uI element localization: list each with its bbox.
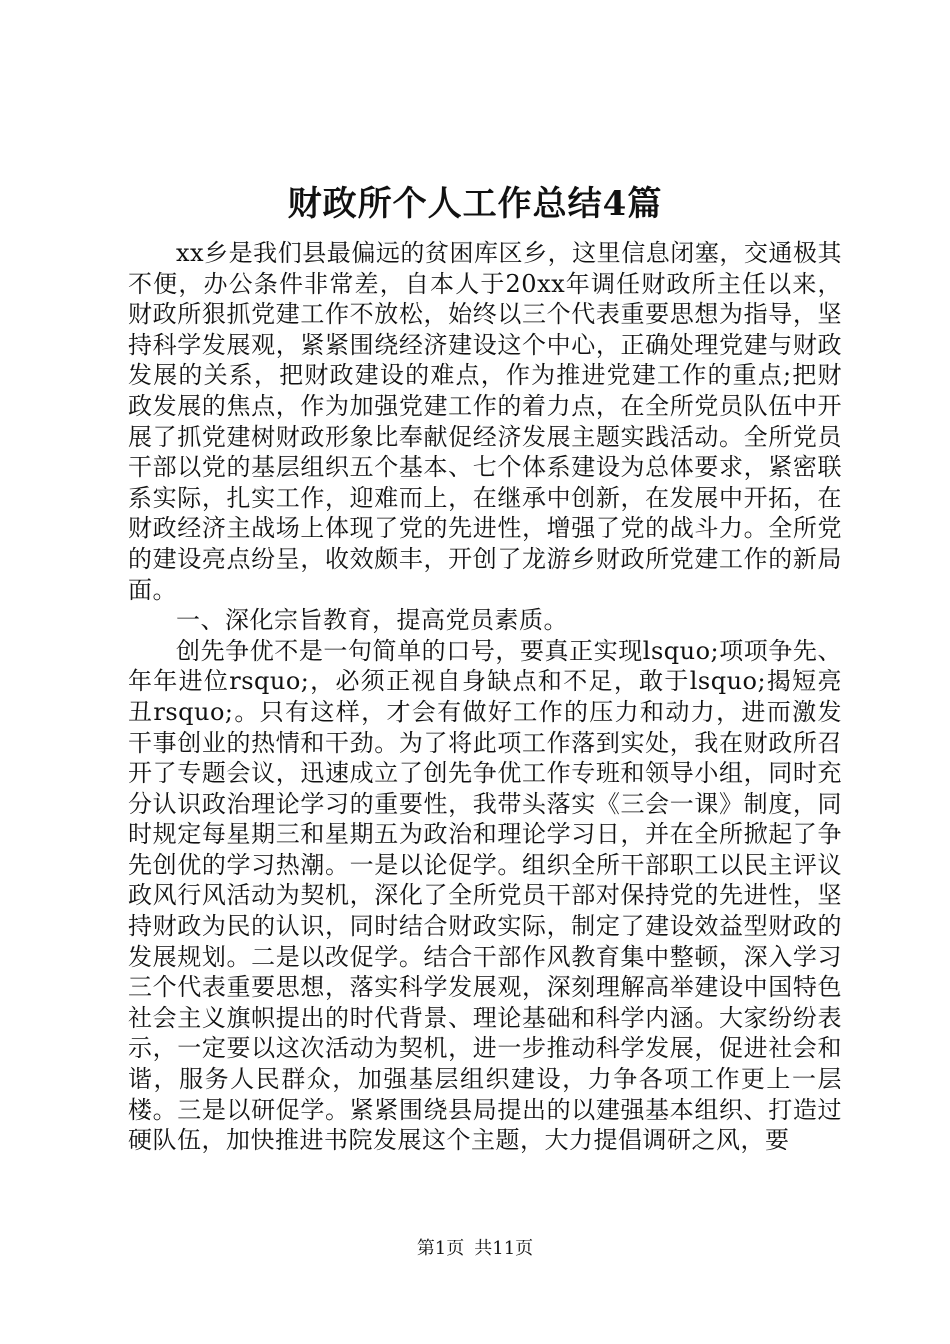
page-footer bbox=[0, 1237, 950, 1261]
section-heading-1: 一、深化宗旨教育，提高党员素质。 bbox=[176, 606, 568, 635]
page-number-current: 第1页 bbox=[416, 1238, 465, 1259]
paragraph-intro: xx乡是我们县最偏远的贫困库区乡，这里信息闭塞，交通极其不便，办公条件非常差，自本人于20xx年调任财政所主任以来，财政所狠抓党建工作不放松，始终以三个代表重要思想为指导，坚持科学发展观，紧紧围绕经济建设这个中心，正确处理党建与财政发展的关系，把财政建设的难点，作为推进党建工作的重点;把财政发展的焦点，作为加强党建工作的着力点，在全所党员队伍中开展了抓党建树财政形象比奉献促经济发展主题实践活动。全所党员干部以党的基层组织五个基本、七个体系建设为总体要求，紧密联系实际，扎实工作，迎难而上，在继承中创新，在发展中开拓，在财政经济主战场上体现了党的先进性，增强了党的战斗力。全所党的建设亮点纷呈，收效颇丰，开创了龙游乡财政所党建工作的新局面。 bbox=[128, 239, 842, 604]
document-body bbox=[128, 238, 842, 1156]
page-number-total: 共11页 bbox=[474, 1238, 534, 1259]
paragraph-section-1: 创先争优不是一句简单的口号，要真正实现lsquo;项项争先、年年进位rsquo;，必须正视自身缺点和不足，敢于lsquo;揭短亮丑rsquo;。只有这样，才会有做好工作的压力和动力，进而激发干事创业的热情和干劲。为了将此项工作落到实处，我在财政所召开了专题会议，迅速成立了创先争优工作专班和领导小组，同时充分认识政治理论学习的重要性，我带头落实《三会一课》制度，同时规定每星期三和星期五为政治和理论学习日，并在全所掀起了争先创优的学习热潮。一是以论促学。组织全所干部职工以民主评议政风行风活动为契机，深化了全所党员干部对保持党的先进性，坚持财政为民的认识，同时结合财政实际，制定了建设效益型财政的发展规划。二是以改促学。结合干部作风教育集中整顿，深入学习三个代表重要思想，落实科学发展观，深刻理解高举建设中国特色社会主义旗帜提出的时代背景、理论基础和科学内涵。大家纷纷表示，一定要以这次活动为契机，进一步推动科学发展，促进社会和谐，服务人民群众，加强基层组织建设，力争各项工作更上一层楼。三是以研促学。紧紧围绕县局提出的以建强基本组织、打造过硬队伍，加快推进书院发展这个主题，大力提倡调研之风，要 bbox=[128, 636, 842, 1155]
document-title: 财政所个人工作总结4篇 bbox=[287, 184, 663, 224]
